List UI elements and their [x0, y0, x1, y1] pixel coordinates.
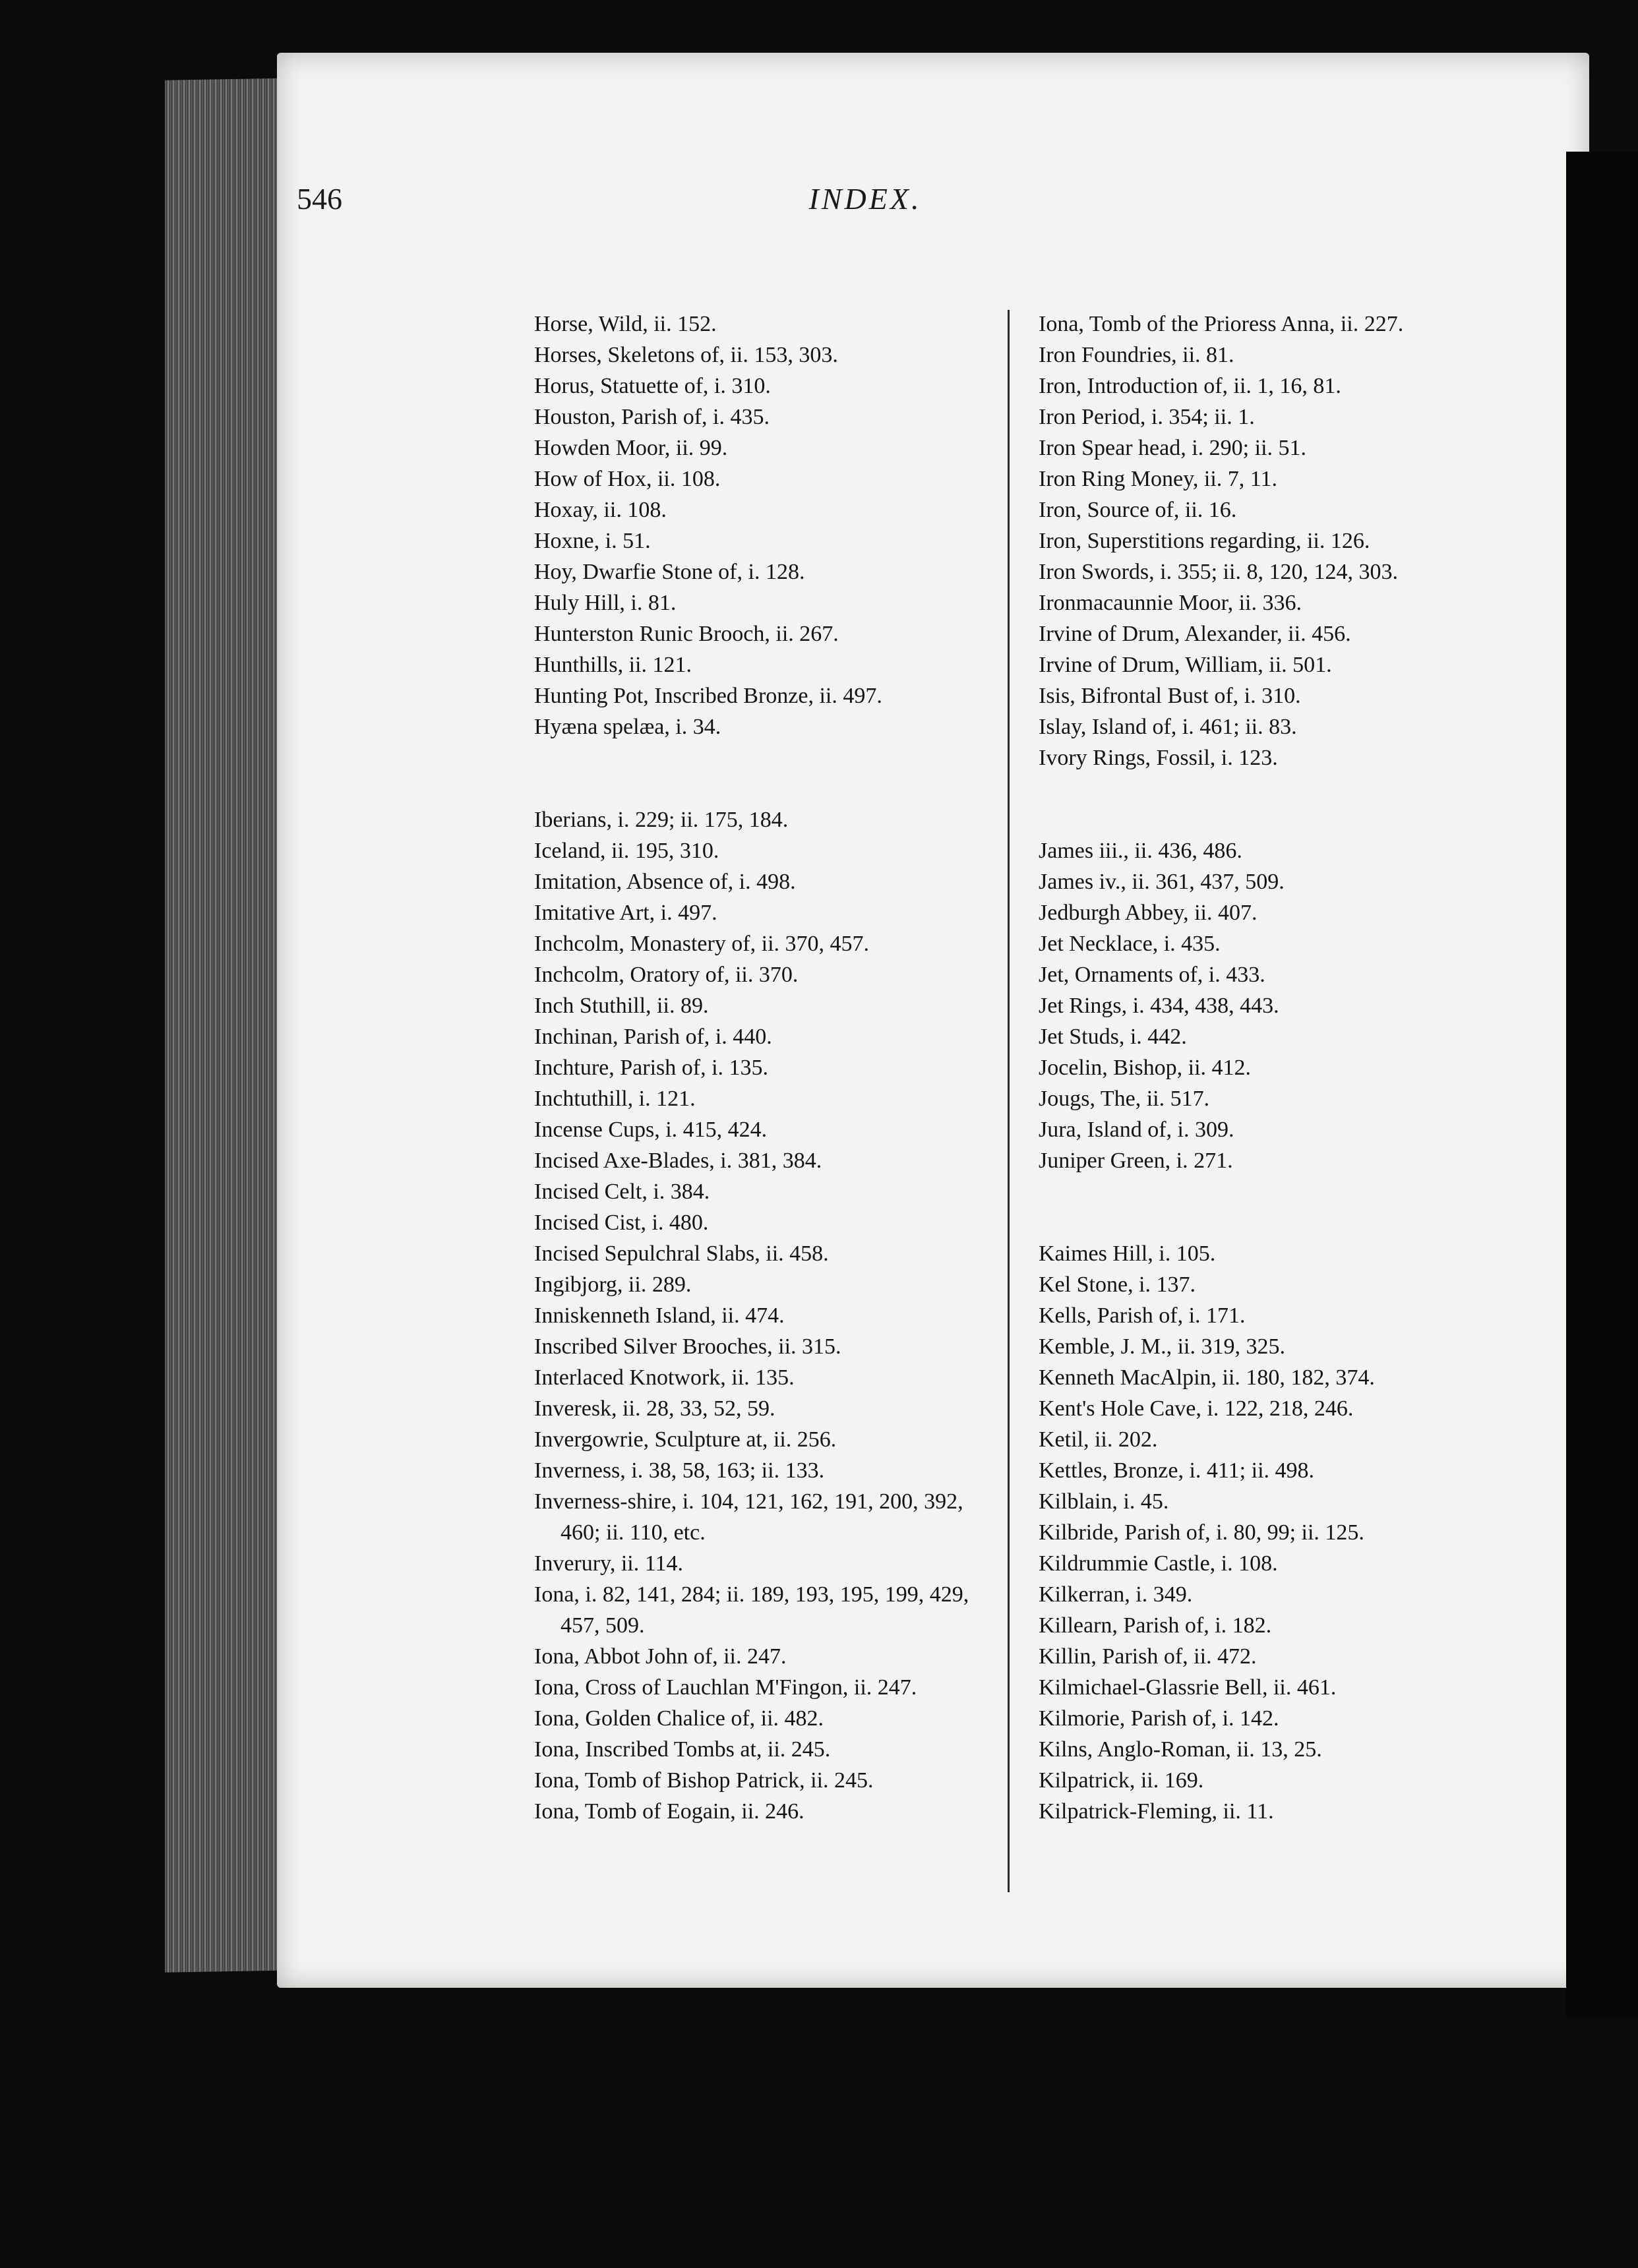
index-entry: Jura, Island of, i. 309. — [1039, 1118, 1234, 1142]
index-entry: Iona, Tomb of Bishop Patrick, ii. 245. — [534, 1768, 874, 1793]
page-number: 546 — [297, 182, 342, 216]
index-entry: Hoy, Dwarfie Stone of, i. 128. — [534, 560, 805, 584]
index-entry: Incised Sepulchral Slabs, ii. 458. — [534, 1241, 829, 1266]
index-entry: Houston, Parish of, i. 435. — [534, 405, 770, 429]
index-entry: Inverness-shire, i. 104, 121, 162, 191, 200, 392, 460; ii. 110, etc. — [534, 1489, 963, 1545]
index-entry: Inscribed Silver Brooches, ii. 315. — [534, 1334, 841, 1359]
index-entry: Howden Moor, ii. 99. — [534, 436, 728, 460]
index-entry: Horses, Skeletons of, ii. 153, 303. — [534, 343, 838, 367]
index-entry: Inchtuthill, i. 121. — [534, 1087, 696, 1111]
index-entry: Hunting Pot, Inscribed Bronze, ii. 497. — [534, 684, 882, 708]
index-entry: Hunterston Runic Brooch, ii. 267. — [534, 622, 839, 646]
scan-dark-margin — [1566, 152, 1638, 2017]
index-entry: Kilns, Anglo-Roman, ii. 13, 25. — [1039, 1737, 1322, 1762]
index-entry: Ketil, ii. 202. — [1039, 1427, 1158, 1452]
index-entry: Incense Cups, i. 415, 424. — [534, 1118, 768, 1142]
column-divider — [1008, 310, 1010, 1892]
index-entry: Inchinan, Parish of, i. 440. — [534, 1025, 772, 1049]
index-entry: Kells, Parish of, i. 171. — [1039, 1303, 1246, 1328]
index-entry: Kilbride, Parish of, i. 80, 99; ii. 125. — [1039, 1520, 1364, 1545]
index-entry: Iron Period, i. 354; ii. 1. — [1039, 405, 1255, 429]
index-entry: Hoxay, ii. 108. — [534, 498, 667, 522]
index-entry: Kilkerran, i. 349. — [1039, 1582, 1193, 1607]
index-entry: Inch Stuthill, ii. 89. — [534, 994, 709, 1018]
index-entry: Iron Foundries, ii. 81. — [1039, 343, 1234, 367]
index-entry: Jet Studs, i. 442. — [1039, 1025, 1187, 1049]
index-entry: Iona, Tomb of Eogain, ii. 246. — [534, 1799, 804, 1824]
index-entry: Imitative Art, i. 497. — [534, 901, 717, 925]
index-entry: Ingibjorg, ii. 289. — [534, 1272, 692, 1297]
index-entry: James iii., ii. 436, 486. — [1039, 839, 1242, 863]
index-entry: Iron, Introduction of, ii. 1, 16, 81. — [1039, 374, 1341, 398]
index-entry: Kilpatrick-Fleming, ii. 11. — [1039, 1799, 1274, 1824]
index-entry: Kettles, Bronze, i. 411; ii. 498. — [1039, 1458, 1315, 1483]
index-entry: Kildrummie Castle, i. 108. — [1039, 1551, 1278, 1576]
index-entry: Iron Swords, i. 355; ii. 8, 120, 124, 303. — [1039, 560, 1398, 584]
index-entry: Isis, Bifrontal Bust of, i. 310. — [1039, 684, 1301, 708]
index-entry: Inchcolm, Monastery of, ii. 370, 457. — [534, 932, 870, 956]
index-entry: Incised Cist, i. 480. — [534, 1210, 709, 1235]
index-entry: Iona, Abbot John of, ii. 247. — [534, 1644, 787, 1669]
index-entry: James iv., ii. 361, 437, 509. — [1039, 870, 1285, 894]
section-gap — [1039, 1176, 1467, 1238]
index-entry: Kaimes Hill, i. 105. — [1039, 1241, 1216, 1266]
index-entry: Kilmorie, Parish of, i. 142. — [1039, 1706, 1279, 1731]
index-entry: Kilmichael-Glassrie Bell, ii. 461. — [1039, 1675, 1337, 1700]
index-entry: Jocelin, Bishop, ii. 412. — [1039, 1056, 1252, 1080]
index-entry: Kenneth MacAlpin, ii. 180, 182, 374. — [1039, 1365, 1375, 1390]
index-entry: Iron, Superstitions regarding, ii. 126. — [1039, 529, 1370, 553]
index-entry: Huly Hill, i. 81. — [534, 591, 677, 615]
index-entry: Iona, Golden Chalice of, ii. 482. — [534, 1706, 824, 1731]
index-entry: Inchcolm, Oratory of, ii. 370. — [534, 963, 799, 987]
index-entry: Kilblain, i. 45. — [1039, 1489, 1169, 1514]
index-entry: Iona, i. 82, 141, 284; ii. 189, 193, 195, 199, 429, 457, 509. — [534, 1582, 969, 1638]
index-entry: Killin, Parish of, ii. 472. — [1039, 1644, 1257, 1669]
index-entry: Killearn, Parish of, i. 182. — [1039, 1613, 1272, 1638]
index-entry: Incised Celt, i. 384. — [534, 1179, 710, 1204]
index-entry: Interlaced Knotwork, ii. 135. — [534, 1365, 795, 1390]
index-entry: Juniper Green, i. 271. — [1039, 1149, 1233, 1173]
index-entry: Ironmacaunnie Moor, ii. 336. — [1039, 591, 1302, 615]
section-gap — [1039, 773, 1467, 835]
index-entry: Inverness, i. 38, 58, 163; ii. 133. — [534, 1458, 825, 1483]
index-entry: Iceland, ii. 195, 310. — [534, 839, 719, 863]
index-entry: How of Hox, ii. 108. — [534, 467, 721, 491]
index-entry: Hunthills, ii. 121. — [534, 653, 692, 677]
index-entry: Incised Axe-Blades, i. 381, 384. — [534, 1149, 822, 1173]
index-entry: Iron, Source of, ii. 16. — [1039, 498, 1237, 522]
index-entry: Iona, Cross of Lauchlan M'Fingon, ii. 247. — [534, 1675, 917, 1700]
index-column-right — [1039, 309, 1467, 1827]
index-entry: Jedburgh Abbey, ii. 407. — [1039, 901, 1258, 925]
index-entry: Jet Necklace, i. 435. — [1039, 932, 1221, 956]
index-entry: Jougs, The, ii. 517. — [1039, 1087, 1210, 1111]
index-entry: Jet Rings, i. 434, 438, 443. — [1039, 994, 1279, 1018]
index-entry: Inveresk, ii. 28, 33, 52, 59. — [534, 1396, 775, 1421]
index-entry: Imitation, Absence of, i. 498. — [534, 870, 796, 894]
index-entry: Kilpatrick, ii. 169. — [1039, 1768, 1204, 1793]
index-entry: Ivory Rings, Fossil, i. 123. — [1039, 746, 1278, 770]
index-entry: Iron Ring Money, ii. 7, 11. — [1039, 467, 1278, 491]
index-entry: Irvine of Drum, William, ii. 501. — [1039, 653, 1332, 677]
index-entry: Iona, Inscribed Tombs at, ii. 245. — [534, 1737, 831, 1762]
index-column-left — [534, 309, 996, 1827]
index-entry: Islay, Island of, i. 461; ii. 83. — [1039, 715, 1297, 739]
index-entry: Irvine of Drum, Alexander, ii. 456. — [1039, 622, 1351, 646]
index-entry: Horse, Wild, ii. 152. — [534, 312, 717, 336]
index-entry: Horus, Statuette of, i. 310. — [534, 374, 771, 398]
index-entry: Kemble, J. M., ii. 319, 325. — [1039, 1334, 1285, 1359]
index-entry: Iron Spear head, i. 290; ii. 51. — [1039, 436, 1307, 460]
section-gap — [534, 742, 996, 804]
index-entry: Inniskenneth Island, ii. 474. — [534, 1303, 785, 1328]
index-entry: Hoxne, i. 51. — [534, 529, 651, 553]
index-entry: Iberians, i. 229; ii. 175, 184. — [534, 808, 789, 832]
index-entry: Kel Stone, i. 137. — [1039, 1272, 1196, 1297]
index-entry: Hyæna spelæa, i. 34. — [534, 715, 721, 739]
index-entry: Iona, Tomb of the Prioress Anna, ii. 227. — [1039, 312, 1404, 336]
index-entry: Invergowrie, Sculpture at, ii. 256. — [534, 1427, 837, 1452]
index-entry: Jet, Ornaments of, i. 433. — [1039, 963, 1265, 987]
index-entry: Inverury, ii. 114. — [534, 1551, 683, 1576]
index-entry: Inchture, Parish of, i. 135. — [534, 1056, 769, 1080]
running-head: INDEX. — [808, 182, 922, 216]
index-entry: Kent's Hole Cave, i. 122, 218, 246. — [1039, 1396, 1354, 1421]
